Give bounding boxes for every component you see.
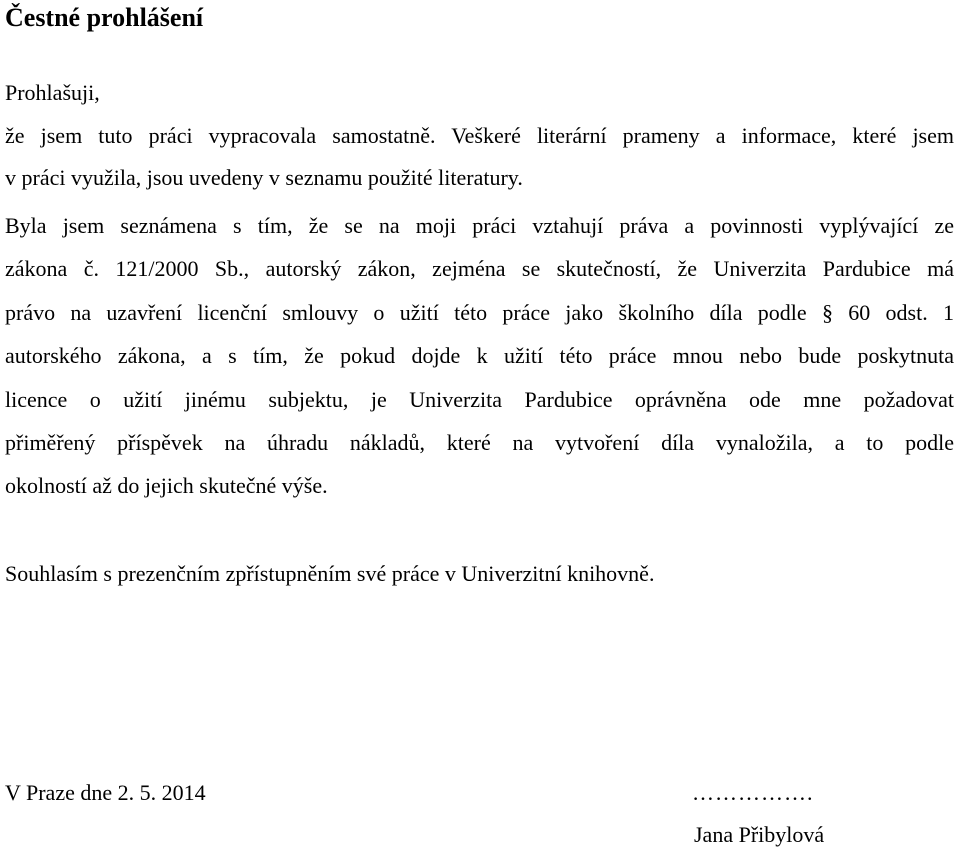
paragraph-line: právo na uzavření licenční smlouvy o užití této práce jako školního díla podle § 60 odst. 1	[5, 299, 954, 325]
paragraph-line: okolností až do jejich skutečné výše.	[5, 473, 328, 499]
document-title: Čestné prohlášení	[5, 3, 204, 32]
paragraph-line: v práci využila, jsou uvedeny v seznamu použité literatury.	[5, 165, 523, 190]
paragraph-line: že jsem tuto práci vypracovala samostatně. Veškeré literární prameny a informace, které jsem	[5, 123, 954, 148]
paragraph-line: licence o užití jinému subjektu, je Univerzita Pardubice oprávněna ode mne požadovat	[5, 386, 954, 412]
paragraph-line: zákona č. 121/2000 Sb., autorský zákon, zejména se skutečností, že Univerzita Pardubice má	[5, 256, 954, 282]
declaration-paragraph-2	[5, 204, 954, 508]
place-and-date: V Praze dne 2. 5. 2014	[5, 780, 206, 805]
signature-line: …………….	[692, 780, 814, 805]
signer-name: Jana Přibylová	[694, 822, 825, 847]
greeting: Prohlašuji,	[5, 80, 100, 105]
paragraph-line: autorského zákona, a s tím, že pokud dojde k užití této práce mnou nebo bude poskytnuta	[5, 343, 954, 369]
consent-statement: Souhlasím s prezenčním zpřístupněním své práce v Univerzitní knihovně.	[5, 561, 655, 586]
paragraph-line: Byla jsem seznámena s tím, že se na moji práci vztahují práva a povinnosti vyplývající ze	[5, 213, 954, 238]
paragraph-line: přiměřený příspěvek na úhradu nákladů, které na vytvoření díla vynaložila, a to podle	[5, 430, 954, 456]
